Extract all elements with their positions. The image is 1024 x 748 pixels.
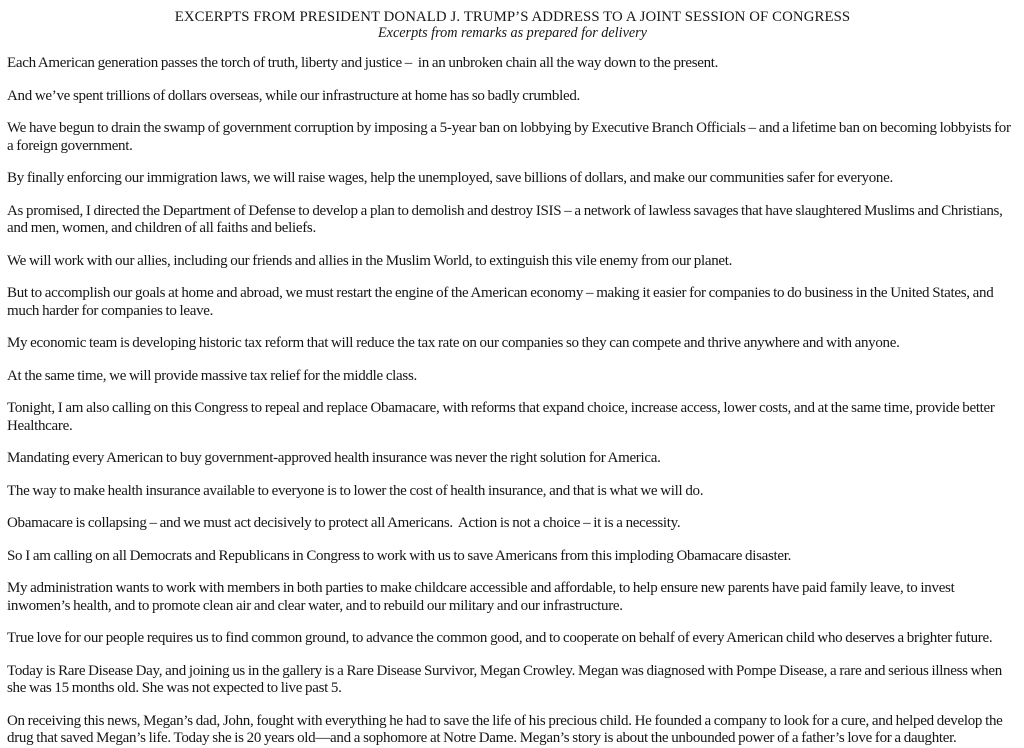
paragraph: Today is Rare Disease Day, and joining us in the gallery is a Rare Disease Survivor, Megan Crowley. Megan was diagnosed with Pompe Disease, a rare and serious illness when she was 15 months old. She was not expected to live past 5. xyxy=(7,662,1005,696)
paragraph: We will work with our allies, including our friends and allies in the Muslim World, to extinguish this vile enemy from our planet. xyxy=(7,252,733,269)
paragraph: Tonight, I am also calling on this Congress to repeal and replace Obamacare, with reforms that expand choice, increase access, lower costs, and at the same time, provide better Healthcare. xyxy=(7,400,998,434)
paragraph: So I am calling on all Democrats and Republicans in Congress to work with us to save Americans from this imploding Obamacare disaster. xyxy=(7,547,792,564)
paragraph: Obamacare is collapsing – and we must act decisively to protect all Americans. Action is not a choice – it is a necessity. xyxy=(7,515,681,531)
paragraph: By finally enforcing our immigration laws, we will raise wages, help the unemployed, save billions of dollars, and make our communities safer for everyone. xyxy=(7,170,893,186)
paragraph: My economic team is developing historic tax reform that will reduce the tax rate on our companies so they can compete and thrive anywhere and with anyone. xyxy=(7,335,900,351)
paragraph: The way to make health insurance available to everyone is to lower the cost of health insurance, and that is what we will do. xyxy=(7,482,704,499)
document-header xyxy=(7,9,1018,41)
document-subtitle: Excerpts from remarks as prepared for delivery xyxy=(378,25,647,41)
paragraph: Mandating every American to buy government-approved health insurance was never the right solution for America. xyxy=(7,450,661,466)
paragraph: True love for our people requires us to find common ground, to advance the common good, and to cooperate on behalf of every American child who deserves a brighter future. xyxy=(7,630,993,646)
paragraph: As promised, I directed the Department of Defense to develop a plan to demolish and destroy ISIS – a network of lawless savages that have slaughtered Muslims and Christians, and men, women, and children of all faiths and beliefs. xyxy=(7,202,1006,236)
paragraph: We have begun to drain the swamp of government corruption by imposing a 5-year ban on lobbying by Executive Branch Officials – and a lifetime ban on becoming lobbyists for a foreign government. xyxy=(7,120,1014,154)
paragraph: But to accomplish our goals at home and abroad, we must restart the engine of the American economy – making it easier for companies to do business in the United States, and much harder for companies to leave. xyxy=(7,285,997,319)
document-body xyxy=(7,55,1018,748)
paragraph: At the same time, we will provide massive tax relief for the middle class. xyxy=(7,367,417,384)
paragraph: On receiving this news, Megan’s dad, John, fought with everything he had to save the life of his precious child. He founded a company to look for a cure, and helped develop the drug that saved Megan’s life. Today she is 20 years old—and a sophomore at Notre Dame. Megan’s story is about the unbounded power of a father’s love for a daughter. xyxy=(7,712,1006,746)
document-title: EXCERPTS FROM PRESIDENT DONALD J. TRUMP’S ADDRESS TO A JOINT SESSION OF CONGRESS xyxy=(174,9,851,25)
paragraph: Each American generation passes the torch of truth, liberty and justice – in an unbroken chain all the way down to the present. xyxy=(7,55,719,71)
paragraph: My administration wants to work with members in both parties to make childcare accessible and affordable, to help ensure new parents have paid family leave, to invest inwomen’s health, and to promote clean air and clear water, and to rebuild our military and our infrastructure. xyxy=(7,580,958,614)
paragraph: And we’ve spent trillions of dollars overseas, while our infrastructure at home has so badly crumbled. xyxy=(7,87,580,104)
